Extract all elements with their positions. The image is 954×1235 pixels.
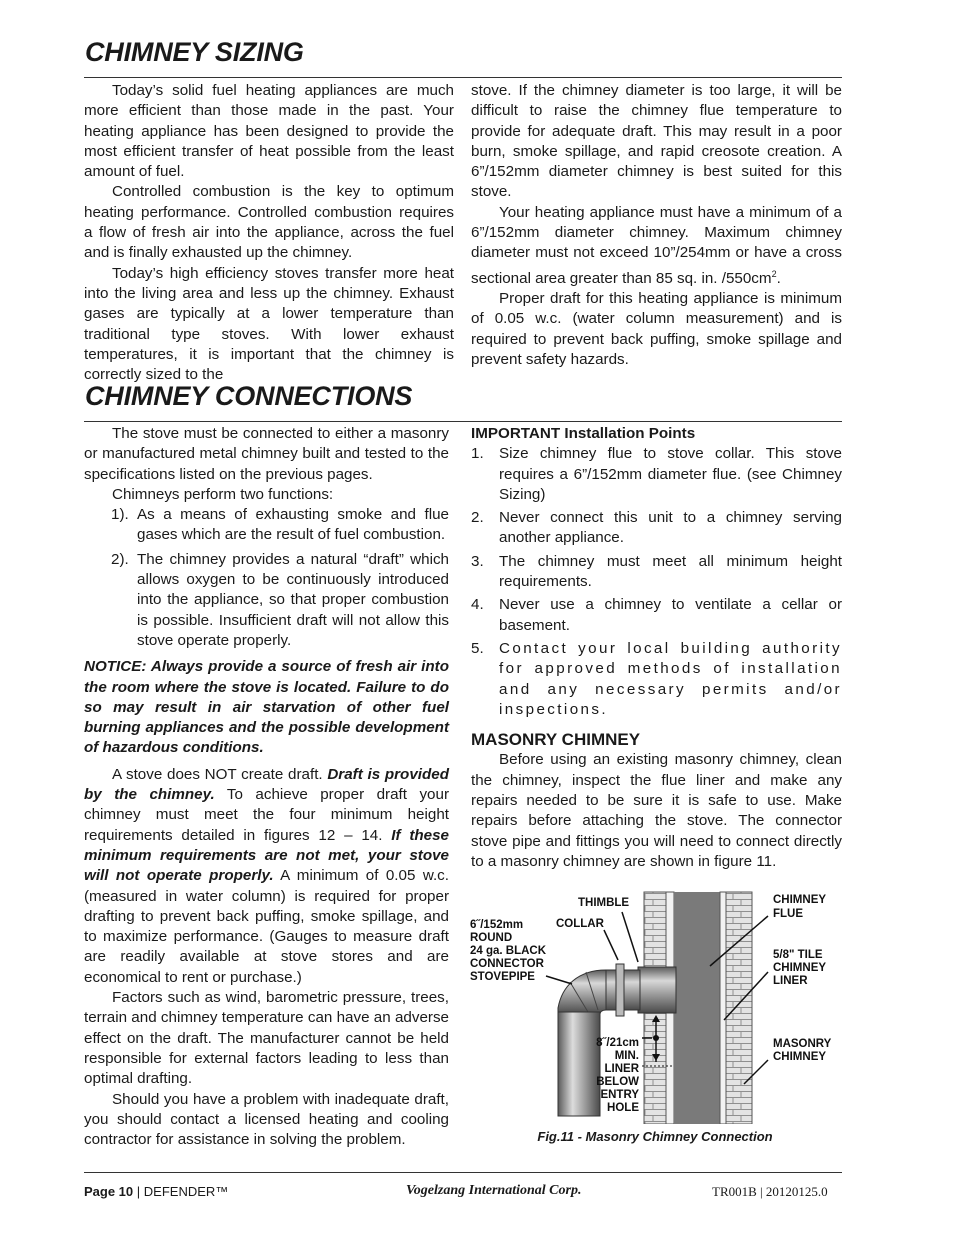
label-liner-entry-4: BELOW	[596, 1076, 639, 1088]
label-liner-entry-2: MIN.	[614, 1050, 639, 1062]
section-title-connections: CHIMNEY CONNECTIONS	[85, 381, 413, 411]
period: .	[776, 269, 781, 287]
label-masonry-2: CHIMNEY	[773, 1051, 827, 1063]
page-number: Page 10	[84, 1184, 134, 1199]
list-number: 3.	[471, 552, 484, 570]
list-item	[471, 552, 842, 593]
list-text: The chimney provides a natural “draft” which allows oxygen to be continuously introduced into the appliance, so that proper combustion is possible. Insufficient draft will not allow this stove operate properly.	[137, 550, 449, 649]
thimble	[638, 967, 676, 1013]
label-stovepipe-5: STOVEPIPE	[470, 971, 535, 983]
label-liner-entry-3: LINER	[604, 1063, 639, 1075]
section-title-sizing: CHIMNEY SIZING	[85, 37, 304, 67]
masonry-wall-right	[726, 892, 752, 1124]
label-stovepipe-2: ROUND	[470, 932, 513, 944]
masonry-heading: MASONRY CHIMNEY	[471, 730, 641, 750]
paragraph: Should you have a problem with inadequate draft, you should contact a licensed heating and cooling contractor for assistance in solving the problem.	[84, 1090, 449, 1149]
label-masonry-1: MASONRY	[773, 1038, 832, 1050]
chimney-flue	[674, 892, 720, 1124]
label-liner-entry-6: HOLE	[607, 1102, 639, 1114]
list-number: 2.	[471, 509, 484, 527]
product-name: DEFENDER™	[143, 1184, 229, 1199]
separator: |	[760, 1184, 763, 1199]
label-tile-2: CHIMNEY	[773, 962, 827, 974]
pipe-elbow	[558, 970, 606, 1014]
sizing-left-column	[84, 81, 454, 385]
paragraph: stove. If the chimney diameter is too large, it will be difficult to raise the chimney flue temperature to provide for adequate draft. This may result in a poor burn, smoke spillage, and rapid creosote creation. A 6”/152mm diameter chimney is best suited for this stove.	[471, 82, 842, 201]
emphasis-text: Draft is provided by the chimney.	[84, 765, 449, 804]
paragraph: Factors such as wind, barometric pressure, trees, terrain and chimney temperature can have an adverse effect on the draft. The manufacturer cannot be held responsible for external factors leading to less than optimal drafting.	[84, 989, 449, 1088]
paragraph: Today’s high efficiency stoves transfer more heat into the living area and less up the chimney. Exhaust gases are typically at a lower temperature than traditional type stoves. With lower exhaust temperatures, it is important that the chimney is correctly sized to the	[84, 264, 454, 384]
list-text: As a means of exhausting smoke and flue gases which are the result of fuel combustion.	[137, 506, 449, 544]
doc-code: TR001B	[712, 1184, 757, 1199]
paragraph	[84, 765, 449, 988]
paragraph: Controlled combustion is the key to optimum heating performance. Controlled combustion requires a flow of fresh air into the appliance, across the fuel and is finally exhausted up the chimney.	[84, 183, 454, 262]
label-stovepipe-3: 24 ga. BLACK	[470, 945, 547, 957]
list-item	[471, 639, 842, 720]
list-number: 4.	[471, 596, 484, 614]
emphasis-text: If these minimum requirements are not met, your stove will not operate properly.	[84, 826, 449, 885]
separator: |	[136, 1184, 141, 1199]
label-flue-1: CHIMNEY	[773, 894, 827, 906]
label-thimble: THIMBLE	[578, 897, 630, 909]
paragraph: Before using an existing masonry chimney, clean the chimney, inspect the flue liner and make any repairs needed to be sure it is safe to use. Make repairs before attaching the stove. The connector stove pipe and fittings you will need to connect directly to a masonry chimney are shown in figure 11.	[471, 751, 842, 870]
collar	[616, 964, 624, 1016]
list-item	[471, 444, 842, 505]
text: A stove does NOT create draft.	[112, 765, 328, 783]
list-number: 1).	[111, 506, 129, 524]
paragraph: Today’s solid fuel heating appliances are much more efficient than those made in the past. Your heating appliance has been designed to provide the most efficient transfer of heat possible from the least amount of fuel.	[84, 82, 454, 181]
text: A minimum of 0.05 w.c. (measured in water column) is required for proper drafting to prevent back puffing, smoke spillage, and to maximize performance. (Gauges to measure draft are readily available at stove stores and are economical to rent or purchase.)	[84, 867, 449, 986]
list-text: Size chimney flue to stove collar. This stove requires a 6”/152mm diameter flue. (see Chimney Sizing)	[499, 445, 842, 503]
label-tile-3: LINER	[773, 975, 808, 987]
paragraph: Proper draft for this heating appliance is minimum of 0.05 w.c. (water column measurement) and is required to prevent back puffing, smoke spillage and prevent safety hazards.	[471, 290, 842, 368]
label-flue-2: FLUE	[773, 908, 804, 920]
tile-liner-right	[720, 892, 726, 1124]
label-liner-entry-1: 8˝/21cm	[596, 1037, 639, 1049]
notice-paragraph: NOTICE: Always provide a source of fresh air into the room where the stove is located. Failure to do so may result in air starvation of other fuel burning appliances and the possible development of hazardous conditions.	[84, 658, 449, 757]
doc-date: 20120125.0	[765, 1184, 828, 1199]
superscript: 2	[771, 268, 777, 279]
footer-right	[712, 1184, 828, 1200]
list-number: 5.	[471, 639, 484, 657]
list-text: Never connect this unit to a chimney serving another appliance.	[499, 509, 842, 547]
list-number: 1.	[471, 445, 484, 463]
important-list	[471, 444, 842, 720]
label-stovepipe-1: 6˝/152mm	[470, 919, 524, 931]
functions-list	[84, 505, 449, 651]
list-item	[84, 505, 449, 546]
text: To achieve proper draft your chimney must meet the four minimum height requirements detailed in figures 12 – 14.	[84, 786, 450, 844]
list-text: Contact your local building authority for approved methods of installation and any necessary permits and/or inspections.	[499, 639, 842, 718]
paragraph	[471, 203, 842, 289]
paragraph-text: Your heating appliance must have a minimum of a 6”/152mm diameter chimney. Maximum chimney diameter must not exceed 10”/254mm or have a cross sectional area greater than 85 sq. in. /550cm	[471, 203, 842, 287]
masonry-chimney-figure	[466, 888, 844, 1124]
connections-left-column	[84, 424, 449, 1150]
figure-caption: Fig.11 - Masonry Chimney Connection	[537, 1129, 773, 1144]
company-name: Vogelzang International Corp.	[406, 1183, 582, 1198]
connections-right-column	[471, 424, 842, 872]
footer-divider	[84, 1172, 842, 1173]
list-text: Never use a chimney to ventilate a cellar or basement.	[499, 596, 842, 634]
divider	[84, 77, 842, 78]
list-item	[471, 508, 842, 549]
paragraph: The stove must be connected to either a masonry or manufactured metal chimney built and tested to the specifications listed on the previous pages.	[84, 425, 449, 483]
sizing-right-column	[471, 81, 842, 370]
list-item	[84, 550, 449, 651]
list-text: The chimney must meet all minimum height requirements.	[499, 552, 842, 591]
divider	[84, 421, 842, 422]
stovepipe	[558, 1012, 600, 1116]
list-number: 2).	[111, 550, 129, 568]
label-stovepipe-4: CONNECTOR	[470, 958, 544, 970]
label-tile-1: 5/8" TILE	[773, 949, 823, 961]
paragraph: Chimneys perform two functions:	[112, 485, 334, 503]
list-item	[471, 595, 842, 636]
label-liner-entry-5: ENTRY	[600, 1089, 639, 1101]
important-heading: IMPORTANT Installation Points	[471, 425, 696, 442]
label-collar: COLLAR	[556, 918, 604, 930]
footer-left	[84, 1184, 228, 1199]
